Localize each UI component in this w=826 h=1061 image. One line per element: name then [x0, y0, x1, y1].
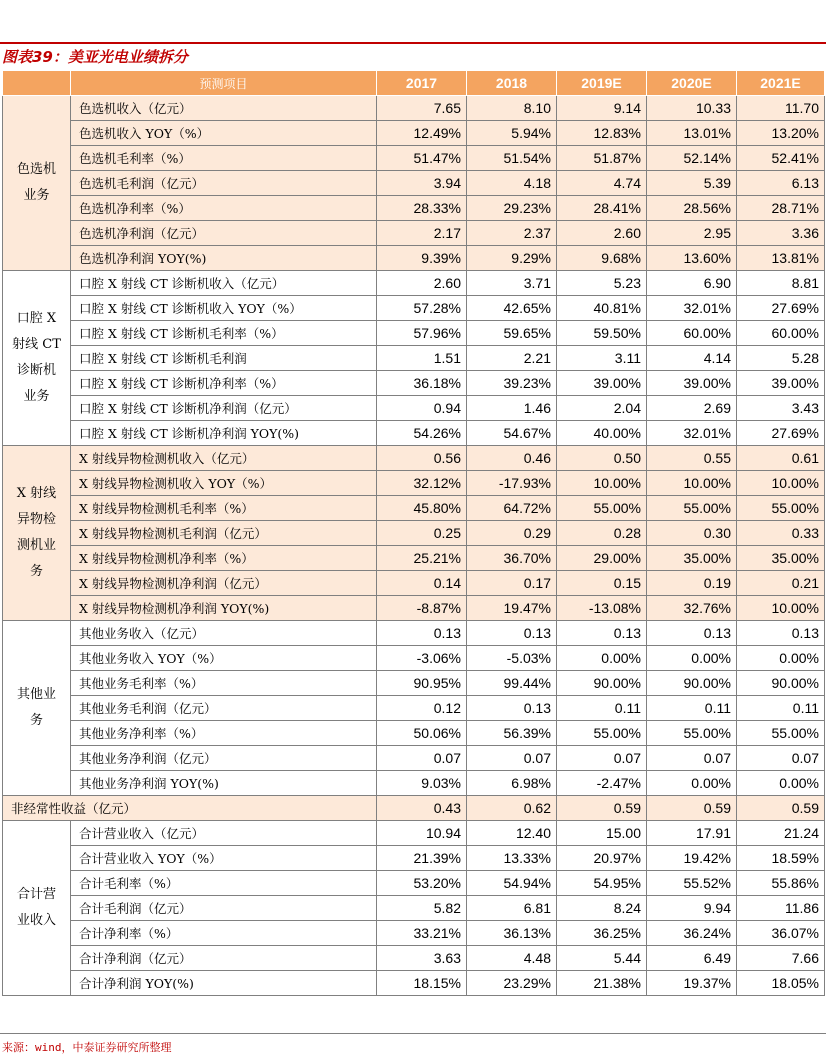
cell-value: 15.00 [557, 821, 647, 846]
table-row [3, 246, 825, 271]
cell-value: 0.00% [737, 771, 825, 796]
cell-value: 99.44% [467, 671, 557, 696]
cell-value: 2.17 [377, 221, 467, 246]
cell-value: 11.86 [737, 896, 825, 921]
cell-value: 6.49 [647, 946, 737, 971]
cell-value: 0.13 [737, 621, 825, 646]
cell-value: 45.80% [377, 496, 467, 521]
cell-value: 18.59% [737, 846, 825, 871]
cell-value: 0.59 [647, 796, 737, 821]
table-row [3, 871, 825, 896]
cell-value: 55.86% [737, 871, 825, 896]
cell-value: 0.29 [467, 521, 557, 546]
row-label: 口腔 X 射线 CT 诊断机收入 YOY（%） [71, 296, 377, 321]
cell-value: 21.24 [737, 821, 825, 846]
cell-value: 0.13 [377, 621, 467, 646]
cell-value: 5.44 [557, 946, 647, 971]
figure-caption: 图表39：美亚光电业绩拆分 [2, 48, 188, 66]
group-label-line: 业务 [23, 188, 50, 203]
cell-value: 21.39% [377, 846, 467, 871]
header-year: 2021E [737, 71, 825, 96]
cell-value: 28.33% [377, 196, 467, 221]
table-row [3, 771, 825, 796]
cell-value: 13.20% [737, 121, 825, 146]
cell-value: 2.21 [467, 346, 557, 371]
cell-value: 13.01% [647, 121, 737, 146]
cell-value: 55.52% [647, 871, 737, 896]
cell-value: 36.25% [557, 921, 647, 946]
cell-value: 0.13 [467, 621, 557, 646]
cell-value: 28.56% [647, 196, 737, 221]
header-year: 2020E [647, 71, 737, 96]
cell-value: 0.43 [377, 796, 467, 821]
row-label: 其他业务收入（亿元） [71, 621, 377, 646]
row-label: X 射线异物检测机收入 YOY（%） [71, 471, 377, 496]
cell-value: 17.91 [647, 821, 737, 846]
cell-value: 32.12% [377, 471, 467, 496]
cell-value: 0.25 [377, 521, 467, 546]
cell-value: 0.17 [467, 571, 557, 596]
cell-value: 0.07 [557, 746, 647, 771]
group-label-line: 射线 CT [12, 337, 61, 352]
cell-value: 55.00% [737, 721, 825, 746]
cell-value: 20.97% [557, 846, 647, 871]
cell-value: 0.07 [467, 746, 557, 771]
row-label: 口腔 X 射线 CT 诊断机净利润（亿元） [71, 396, 377, 421]
cell-value: 39.00% [737, 371, 825, 396]
group-label-line: 业收入 [16, 913, 56, 928]
table-row [3, 146, 825, 171]
cell-value: 59.50% [557, 321, 647, 346]
row-label: 口腔 X 射线 CT 诊断机收入（亿元） [71, 271, 377, 296]
cell-value: 0.59 [557, 796, 647, 821]
cell-value: 0.07 [647, 746, 737, 771]
cell-value: 29.00% [557, 546, 647, 571]
cell-value: 35.00% [647, 546, 737, 571]
cell-value: 12.83% [557, 121, 647, 146]
cell-value: 10.00% [647, 471, 737, 496]
cell-value: 0.33 [737, 521, 825, 546]
cell-value: 13.81% [737, 246, 825, 271]
cell-value: -8.87% [377, 596, 467, 621]
group-label-line: 其他业 [16, 687, 56, 702]
table-row [3, 896, 825, 921]
cell-value: 3.11 [557, 346, 647, 371]
table-row [3, 721, 825, 746]
source-note: 来源：wind，中泰证券研究所整理 [2, 1041, 172, 1054]
cell-value: 0.13 [467, 696, 557, 721]
cell-value: 7.65 [377, 96, 467, 121]
group-label-line: 异物检 [16, 512, 56, 527]
cell-value: 39.00% [647, 371, 737, 396]
cell-value: 55.00% [647, 721, 737, 746]
cell-value: 36.70% [467, 546, 557, 571]
cell-value: 0.19 [647, 571, 737, 596]
cell-value: 10.00% [737, 596, 825, 621]
cell-value: 13.33% [467, 846, 557, 871]
table-row [3, 696, 825, 721]
cell-value: 32.01% [647, 421, 737, 446]
cell-value: 9.14 [557, 96, 647, 121]
bottom-rule [0, 1033, 826, 1034]
row-label: 合计净利率（%） [71, 921, 377, 946]
cell-value: 54.94% [467, 871, 557, 896]
cell-value: 36.07% [737, 921, 825, 946]
cell-value: 3.36 [737, 221, 825, 246]
cell-value: 4.18 [467, 171, 557, 196]
row-label: 其他业务收入 YOY（%） [71, 646, 377, 671]
cell-value: 51.54% [467, 146, 557, 171]
cell-value: 4.14 [647, 346, 737, 371]
cell-value: -5.03% [467, 646, 557, 671]
row-label: 合计净利润（亿元） [71, 946, 377, 971]
row-label: 口腔 X 射线 CT 诊断机毛利率（%） [71, 321, 377, 346]
cell-value: 90.00% [737, 671, 825, 696]
row-label: 其他业务毛利率（%） [71, 671, 377, 696]
cell-value: 55.00% [557, 721, 647, 746]
row-label: X 射线异物检测机净利润 YOY(%) [71, 596, 377, 621]
cell-value: 36.24% [647, 921, 737, 946]
cell-value: 0.14 [377, 571, 467, 596]
row-label: 色选机收入（亿元） [71, 96, 377, 121]
cell-value: 0.00% [647, 771, 737, 796]
cell-value: -3.06% [377, 646, 467, 671]
group-label-line: 口腔 X [16, 311, 57, 326]
row-label: 色选机净利率（%） [71, 196, 377, 221]
row-label: X 射线异物检测机净利率（%） [71, 546, 377, 571]
table-row [3, 446, 825, 471]
cell-value: 90.95% [377, 671, 467, 696]
row-label: 色选机收入 YOY（%） [71, 121, 377, 146]
cell-value: 56.39% [467, 721, 557, 746]
cell-value: 0.00% [647, 646, 737, 671]
table-row [3, 646, 825, 671]
cell-value: 5.82 [377, 896, 467, 921]
cell-value: 25.21% [377, 546, 467, 571]
table-body [3, 96, 825, 996]
cell-value: 28.71% [737, 196, 825, 221]
cell-value: 0.11 [647, 696, 737, 721]
cell-value: 0.15 [557, 571, 647, 596]
row-label: X 射线异物检测机毛利润（亿元） [71, 521, 377, 546]
cell-value: 28.41% [557, 196, 647, 221]
row-label: X 射线异物检测机收入（亿元） [71, 446, 377, 471]
group-label-line: 测机业 [16, 538, 56, 553]
cell-value: 4.48 [467, 946, 557, 971]
cell-value: 6.13 [737, 171, 825, 196]
cell-value: 60.00% [647, 321, 737, 346]
row-label: 其他业务净利润（亿元） [71, 746, 377, 771]
row-label: 口腔 X 射线 CT 诊断机净利润 YOY(%) [71, 421, 377, 446]
cell-value: 10.94 [377, 821, 467, 846]
cell-value: 0.11 [737, 696, 825, 721]
cell-value: 1.46 [467, 396, 557, 421]
table-row [3, 746, 825, 771]
row-label: 其他业务净利润 YOY(%) [71, 771, 377, 796]
cell-value: 57.96% [377, 321, 467, 346]
group-label [3, 621, 71, 796]
cell-value: 8.24 [557, 896, 647, 921]
cell-value: -2.47% [557, 771, 647, 796]
table-row [3, 271, 825, 296]
cell-value: 40.81% [557, 296, 647, 321]
cell-value: 40.00% [557, 421, 647, 446]
table-row [3, 571, 825, 596]
group-label-line: 务 [29, 564, 43, 579]
cell-value: 32.01% [647, 296, 737, 321]
cell-value: 9.94 [647, 896, 737, 921]
cell-value: 2.60 [377, 271, 467, 296]
row-label: 色选机净利润 YOY(%) [71, 246, 377, 271]
cell-value: 0.07 [377, 746, 467, 771]
group-label [3, 96, 71, 271]
cell-value: 50.06% [377, 721, 467, 746]
cell-value: 3.63 [377, 946, 467, 971]
cell-value: 0.62 [467, 796, 557, 821]
cell-value: 42.65% [467, 296, 557, 321]
cell-value: 3.43 [737, 396, 825, 421]
cell-value: 4.74 [557, 171, 647, 196]
cell-value: 19.42% [647, 846, 737, 871]
table-row [3, 396, 825, 421]
cell-value: 9.03% [377, 771, 467, 796]
row-label: 其他业务毛利润（亿元） [71, 696, 377, 721]
table-row [3, 671, 825, 696]
table-row [3, 946, 825, 971]
forecast-table [2, 70, 825, 996]
row-label: 口腔 X 射线 CT 诊断机毛利润 [71, 346, 377, 371]
cell-value: 54.26% [377, 421, 467, 446]
group-label-line: 务 [29, 713, 43, 728]
cell-value: 0.11 [557, 696, 647, 721]
table-row [3, 471, 825, 496]
table-row [3, 546, 825, 571]
cell-value: 64.72% [467, 496, 557, 521]
cell-value: 19.37% [647, 971, 737, 996]
cell-value: 27.69% [737, 296, 825, 321]
header-blank [3, 71, 71, 96]
cell-value: 51.87% [557, 146, 647, 171]
group-label-line: X 射线 [16, 486, 57, 501]
cell-value: -17.93% [467, 471, 557, 496]
cell-value: 0.55 [647, 446, 737, 471]
cell-value: 9.29% [467, 246, 557, 271]
row-label: 合计毛利率（%） [71, 871, 377, 896]
cell-value: -13.08% [557, 596, 647, 621]
cell-value: 0.13 [557, 621, 647, 646]
cell-value: 18.05% [737, 971, 825, 996]
table-row [3, 96, 825, 121]
top-rule [0, 42, 826, 44]
cell-value: 0.94 [377, 396, 467, 421]
cell-value: 8.10 [467, 96, 557, 121]
row-label: 色选机毛利率（%） [71, 146, 377, 171]
cell-value: 5.28 [737, 346, 825, 371]
cell-value: 19.47% [467, 596, 557, 621]
row-label: 口腔 X 射线 CT 诊断机净利率（%） [71, 371, 377, 396]
group-label-line: 诊断机 [16, 363, 56, 378]
table-row [3, 171, 825, 196]
cell-value: 36.13% [467, 921, 557, 946]
table-row [3, 421, 825, 446]
cell-value: 9.68% [557, 246, 647, 271]
table-row [3, 621, 825, 646]
table-row [3, 821, 825, 846]
cell-value: 0.28 [557, 521, 647, 546]
cell-value: 18.15% [377, 971, 467, 996]
cell-value: 0.59 [737, 796, 825, 821]
cell-value: 6.90 [647, 271, 737, 296]
cell-value: 59.65% [467, 321, 557, 346]
row-label: X 射线异物检测机净利润（亿元） [71, 571, 377, 596]
cell-value: 6.81 [467, 896, 557, 921]
cell-value: 8.81 [737, 271, 825, 296]
cell-value: 52.14% [647, 146, 737, 171]
header-year: 2018 [467, 71, 557, 96]
cell-value: 29.23% [467, 196, 557, 221]
cell-value: 0.07 [737, 746, 825, 771]
cell-value: 39.23% [467, 371, 557, 396]
row-label: 合计净利润 YOY(%) [71, 971, 377, 996]
cell-value: 90.00% [647, 671, 737, 696]
cell-value: 60.00% [737, 321, 825, 346]
header-year: 2019E [557, 71, 647, 96]
cell-value: 11.70 [737, 96, 825, 121]
row-label: 非经常性收益（亿元） [3, 796, 377, 821]
cell-value: 39.00% [557, 371, 647, 396]
table-row [3, 321, 825, 346]
cell-value: 9.39% [377, 246, 467, 271]
cell-value: 3.94 [377, 171, 467, 196]
header-row [3, 71, 825, 96]
group-label-line: 色选机 [16, 162, 56, 177]
cell-value: 51.47% [377, 146, 467, 171]
header-year: 2017 [377, 71, 467, 96]
table-row [3, 221, 825, 246]
row-label: 合计营业收入 YOY（%） [71, 846, 377, 871]
cell-value: 0.00% [737, 646, 825, 671]
cell-value: 55.00% [647, 496, 737, 521]
group-label [3, 446, 71, 621]
cell-value: 2.04 [557, 396, 647, 421]
cell-value: 54.95% [557, 871, 647, 896]
cell-value: 5.23 [557, 271, 647, 296]
cell-value: 0.61 [737, 446, 825, 471]
cell-value: 10.00% [737, 471, 825, 496]
cell-value: 0.56 [377, 446, 467, 471]
table-row [3, 121, 825, 146]
nonrecurring-row [3, 796, 825, 821]
group-label-line: 合计营 [16, 887, 56, 902]
cell-value: 0.21 [737, 571, 825, 596]
cell-value: 0.13 [647, 621, 737, 646]
cell-value: 90.00% [557, 671, 647, 696]
cell-value: 27.69% [737, 421, 825, 446]
table-row [3, 971, 825, 996]
cell-value: 0.30 [647, 521, 737, 546]
cell-value: 57.28% [377, 296, 467, 321]
cell-value: 13.60% [647, 246, 737, 271]
cell-value: 2.37 [467, 221, 557, 246]
cell-value: 6.98% [467, 771, 557, 796]
cell-value: 0.46 [467, 446, 557, 471]
cell-value: 53.20% [377, 871, 467, 896]
cell-value: 32.76% [647, 596, 737, 621]
cell-value: 54.67% [467, 421, 557, 446]
table-row [3, 496, 825, 521]
table-row [3, 846, 825, 871]
cell-value: 2.60 [557, 221, 647, 246]
group-label [3, 271, 71, 446]
cell-value: 0.00% [557, 646, 647, 671]
cell-value: 55.00% [557, 496, 647, 521]
table-row [3, 346, 825, 371]
row-label: 其他业务净利率（%） [71, 721, 377, 746]
row-label: 合计营业收入（亿元） [71, 821, 377, 846]
group-label [3, 821, 71, 996]
header-label: 预测项目 [71, 71, 377, 96]
table-row [3, 196, 825, 221]
cell-value: 7.66 [737, 946, 825, 971]
table-row [3, 521, 825, 546]
row-label: 色选机净利润（亿元） [71, 221, 377, 246]
cell-value: 35.00% [737, 546, 825, 571]
group-label-line: 业务 [23, 389, 50, 404]
cell-value: 10.33 [647, 96, 737, 121]
row-label: X 射线异物检测机毛利率（%） [71, 496, 377, 521]
cell-value: 23.29% [467, 971, 557, 996]
cell-value: 3.71 [467, 271, 557, 296]
cell-value: 5.94% [467, 121, 557, 146]
row-label: 合计毛利润（亿元） [71, 896, 377, 921]
cell-value: 1.51 [377, 346, 467, 371]
row-label: 色选机毛利润（亿元） [71, 171, 377, 196]
cell-value: 33.21% [377, 921, 467, 946]
table-row [3, 921, 825, 946]
cell-value: 5.39 [647, 171, 737, 196]
cell-value: 55.00% [737, 496, 825, 521]
cell-value: 12.49% [377, 121, 467, 146]
cell-value: 21.38% [557, 971, 647, 996]
cell-value: 2.69 [647, 396, 737, 421]
cell-value: 0.50 [557, 446, 647, 471]
table-row [3, 371, 825, 396]
cell-value: 2.95 [647, 221, 737, 246]
cell-value: 0.12 [377, 696, 467, 721]
cell-value: 36.18% [377, 371, 467, 396]
table-row [3, 596, 825, 621]
cell-value: 12.40 [467, 821, 557, 846]
cell-value: 52.41% [737, 146, 825, 171]
table-row [3, 296, 825, 321]
cell-value: 10.00% [557, 471, 647, 496]
